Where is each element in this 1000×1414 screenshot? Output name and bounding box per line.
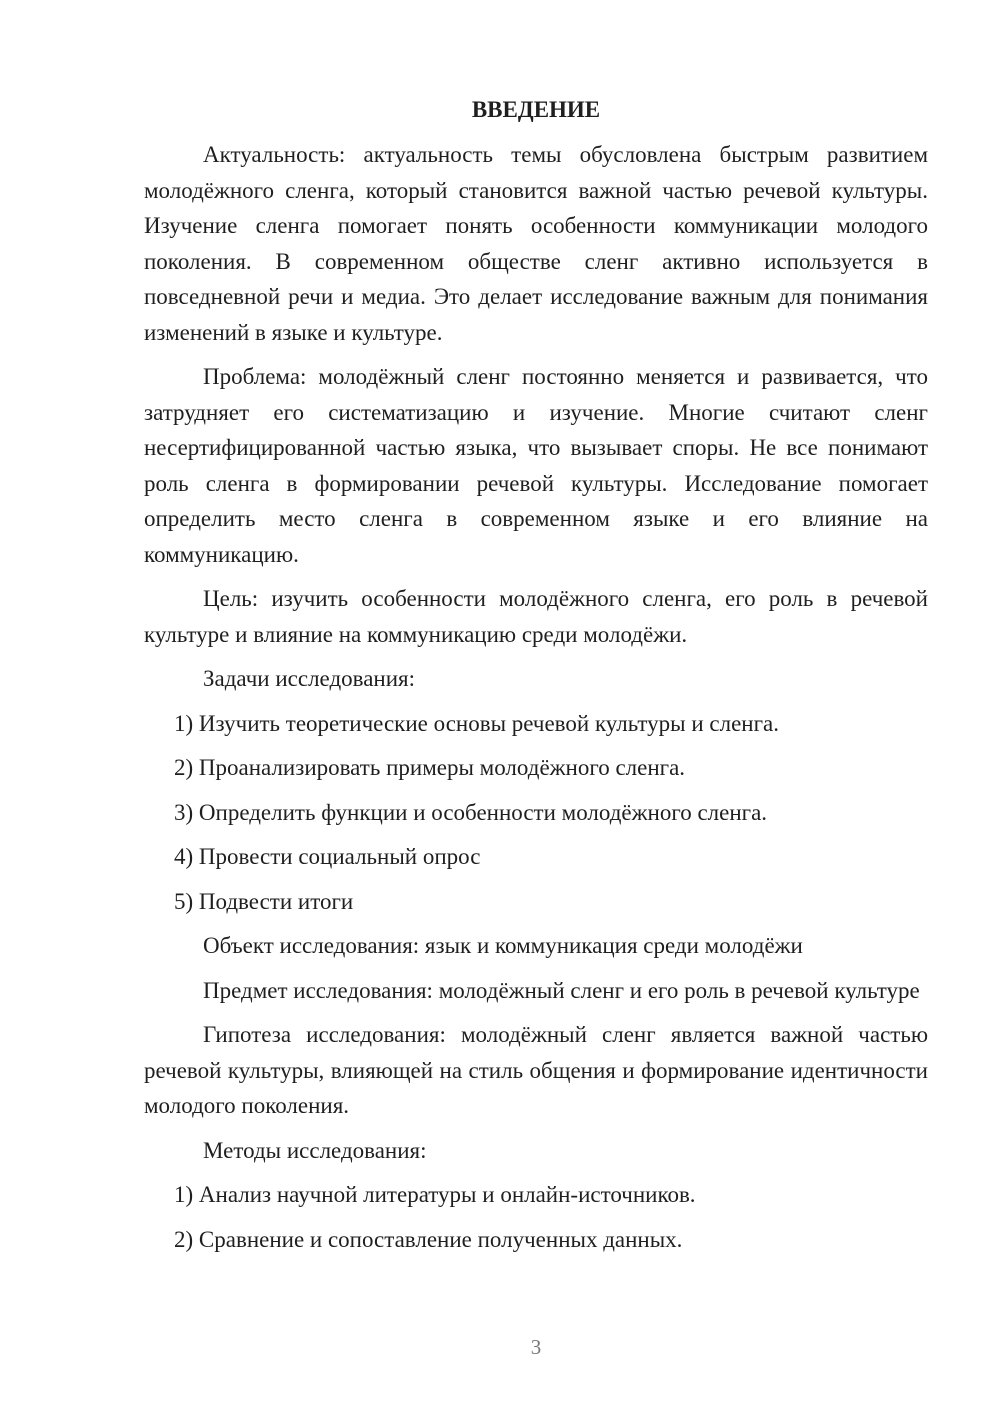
tasks-heading: Задачи исследования: (203, 666, 416, 691)
hypothesis-paragraph: Гипотеза исследования: молодёжный сленг является важной частью речевой культуры, влияющей на стиль общения и формирование идентичности молодого поколения. (144, 1022, 928, 1118)
document-page (144, 92, 928, 1266)
task-item-1: 1) Изучить теоретические основы речевой культуры и сленга. (174, 710, 779, 736)
method-item-1: 1) Анализ научной литературы и онлайн-источников. (174, 1182, 696, 1207)
section-title: ВВЕДЕНИЕ (471, 97, 601, 122)
page-number: 3 (530, 1335, 542, 1359)
subject-paragraph: Предмет исследования: молодёжный сленг и его роль в речевой культуре (203, 977, 920, 1003)
relevance-paragraph: Актуальность: актуальность темы обусловлена быстрым развитием молодёжного сленга, который становится важной частью речевой культуры. Изучение сленга помогает понять особенности коммуникации молодого поколения. В современном обществе сленг активно используется в повседневной речи и медиа. Это делает исследование важным для понимания изменений в языке и культуре. (144, 142, 928, 345)
task-item-3: 3) Определить функции и особенности молодёжного сленга. (174, 799, 768, 825)
task-item-4: 4) Провести социальный опрос (174, 844, 481, 869)
task-item-5: 5) Подвести итоги (174, 888, 354, 914)
object-paragraph: Объект исследования: язык и коммуникация среди молодёжи (203, 933, 803, 958)
problem-paragraph: Проблема: молодёжный сленг постоянно меняется и развивается, что затрудняет его систематизацию и изучение. Многие считают сленг несертифицированной частью языка, что вызывает споры. Не все понимают роль сленга в формировании речевой культуры. Исследование помогает определить место сленга в современном языке и его влияние на коммуникацию. (144, 364, 928, 567)
methods-heading: Методы исследования: (203, 1137, 427, 1163)
goal-paragraph: Цель: изучить особенности молодёжного сленга, его роль в речевой культуре и влияние на коммуникацию среди молодёжи. (144, 586, 928, 647)
method-item-2: 2) Сравнение и сопоставление полученных данных. (174, 1226, 683, 1252)
task-item-2: 2) Проанализировать примеры молодёжного сленга. (174, 755, 686, 780)
